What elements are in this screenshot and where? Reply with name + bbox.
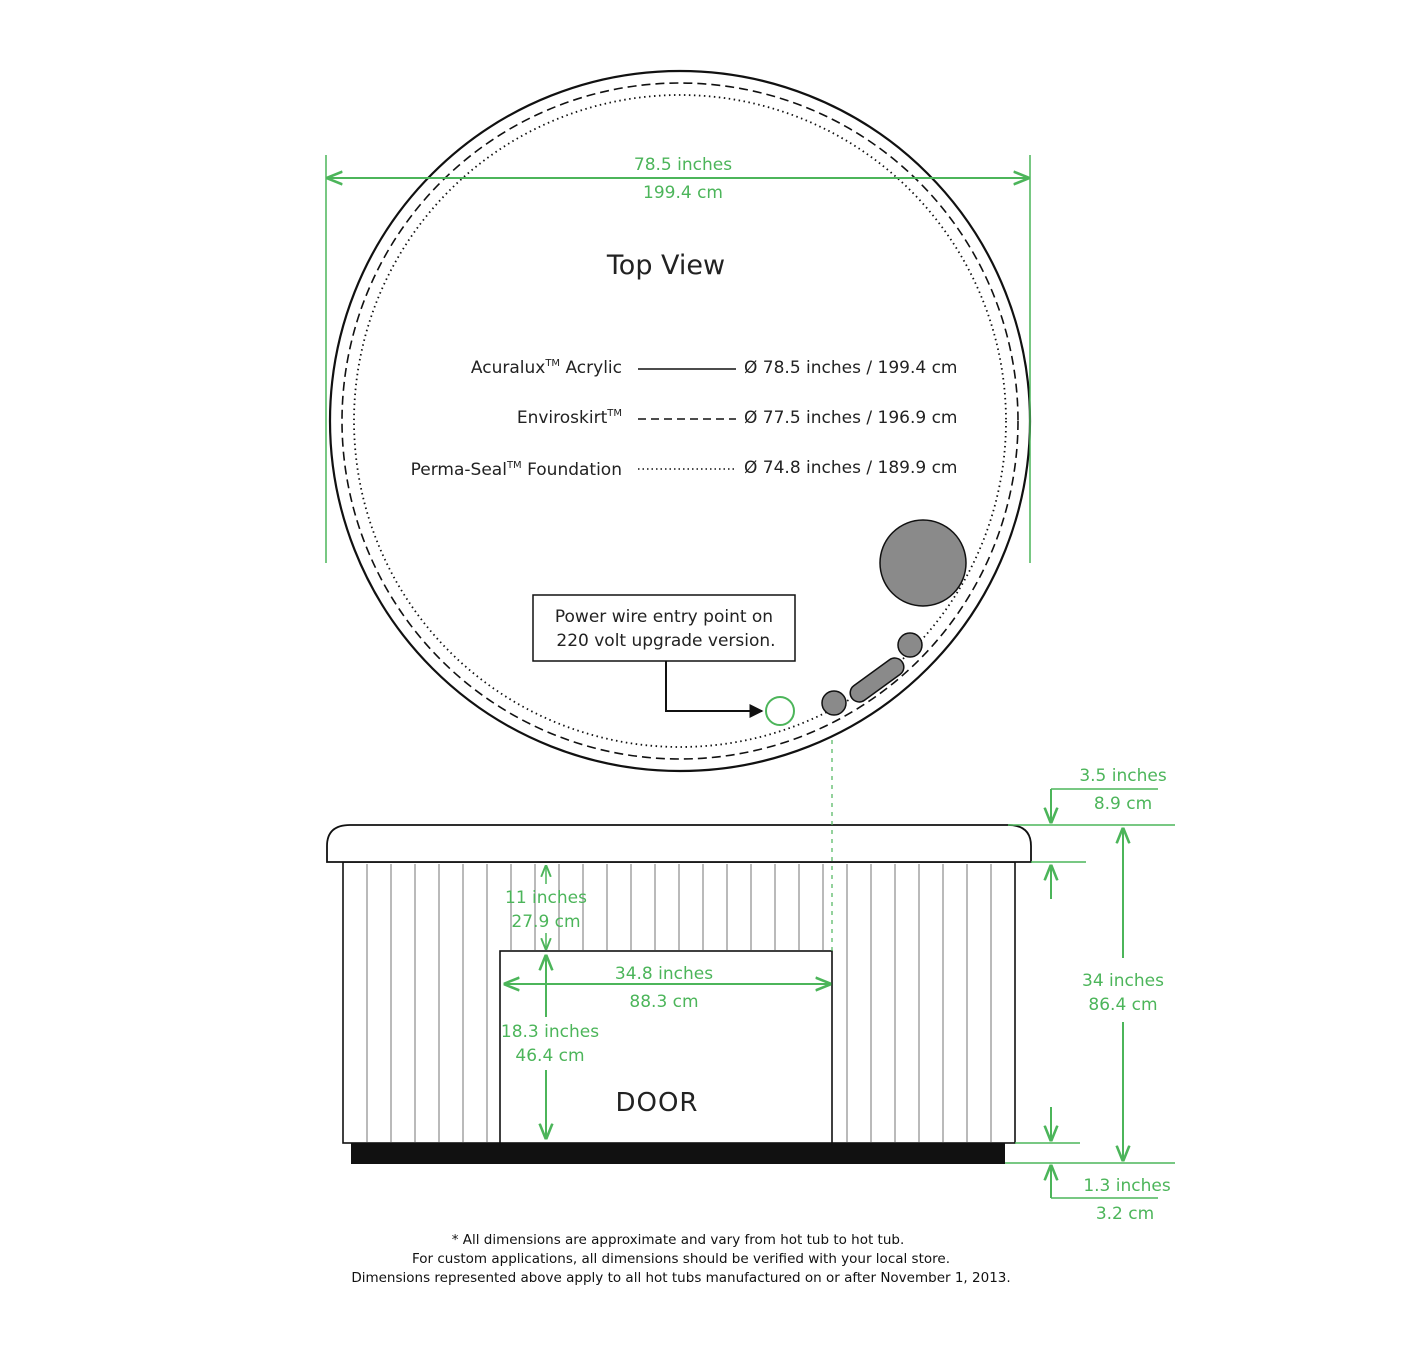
legend xyxy=(411,358,958,480)
height-cm: 86.4 cm xyxy=(1088,995,1158,1015)
equipment-circle-small-left xyxy=(822,691,846,715)
door-width-inches: 34.8 inches xyxy=(614,964,714,984)
side-view xyxy=(327,740,1175,1224)
power-entry-point xyxy=(766,697,794,725)
lip-inches: 3.5 inches xyxy=(1079,766,1167,786)
door-width-cm: 88.3 cm xyxy=(629,992,699,1012)
door-label: DOOR xyxy=(615,1088,699,1118)
pump-circle-large xyxy=(880,520,966,606)
footnote-line-2: For custom applications, all dimensions should be verified with your local store. xyxy=(411,1251,951,1267)
legend-value-enviroskirt: Ø 77.5 inches / 196.9 cm xyxy=(744,408,958,428)
legend-label-enviroskirt: Enviroskirt™ xyxy=(516,408,622,428)
door-height-cm: 46.4 cm xyxy=(515,1046,585,1066)
legend-label-foundation: Perma-Seal™ Foundation xyxy=(410,460,622,480)
callout-line-2: 220 volt upgrade version. xyxy=(556,631,776,651)
callout-arrow xyxy=(666,661,762,711)
base-cm: 3.2 cm xyxy=(1095,1204,1155,1224)
width-cm-label: 199.4 cm xyxy=(643,183,723,203)
top-view-title: Top View xyxy=(606,250,726,281)
top-gap-cm: 27.9 cm xyxy=(511,912,581,932)
door-height-inches: 18.3 inches xyxy=(500,1022,600,1042)
legend-value-foundation: Ø 74.8 inches / 189.9 cm xyxy=(744,458,958,478)
acrylic-lip xyxy=(327,825,1031,862)
top-view xyxy=(326,71,1030,771)
callout-line-1: Power wire entry point on xyxy=(554,607,774,627)
legend-value-acrylic: Ø 78.5 inches / 199.4 cm xyxy=(744,358,958,378)
footnote xyxy=(351,1232,1010,1286)
width-inches-label: 78.5 inches xyxy=(633,155,733,175)
legend-label-acrylic: Acuralux™ Acrylic xyxy=(470,358,622,378)
lip-cm: 8.9 cm xyxy=(1093,794,1153,814)
top-gap-inches: 11 inches xyxy=(505,888,587,908)
footnote-line-3: Dimensions represented above apply to all hot tubs manufactured on or after November 1, 2013. xyxy=(351,1270,1011,1286)
footnote-line-1: * All dimensions are approximate and vary from hot tub to hot tub. xyxy=(451,1232,905,1248)
equipment-circle-small-right xyxy=(898,633,922,657)
base-inches: 1.3 inches xyxy=(1083,1176,1171,1196)
height-inches: 34 inches xyxy=(1082,971,1164,991)
foundation-base xyxy=(351,1143,1005,1164)
callout-box xyxy=(533,595,795,661)
